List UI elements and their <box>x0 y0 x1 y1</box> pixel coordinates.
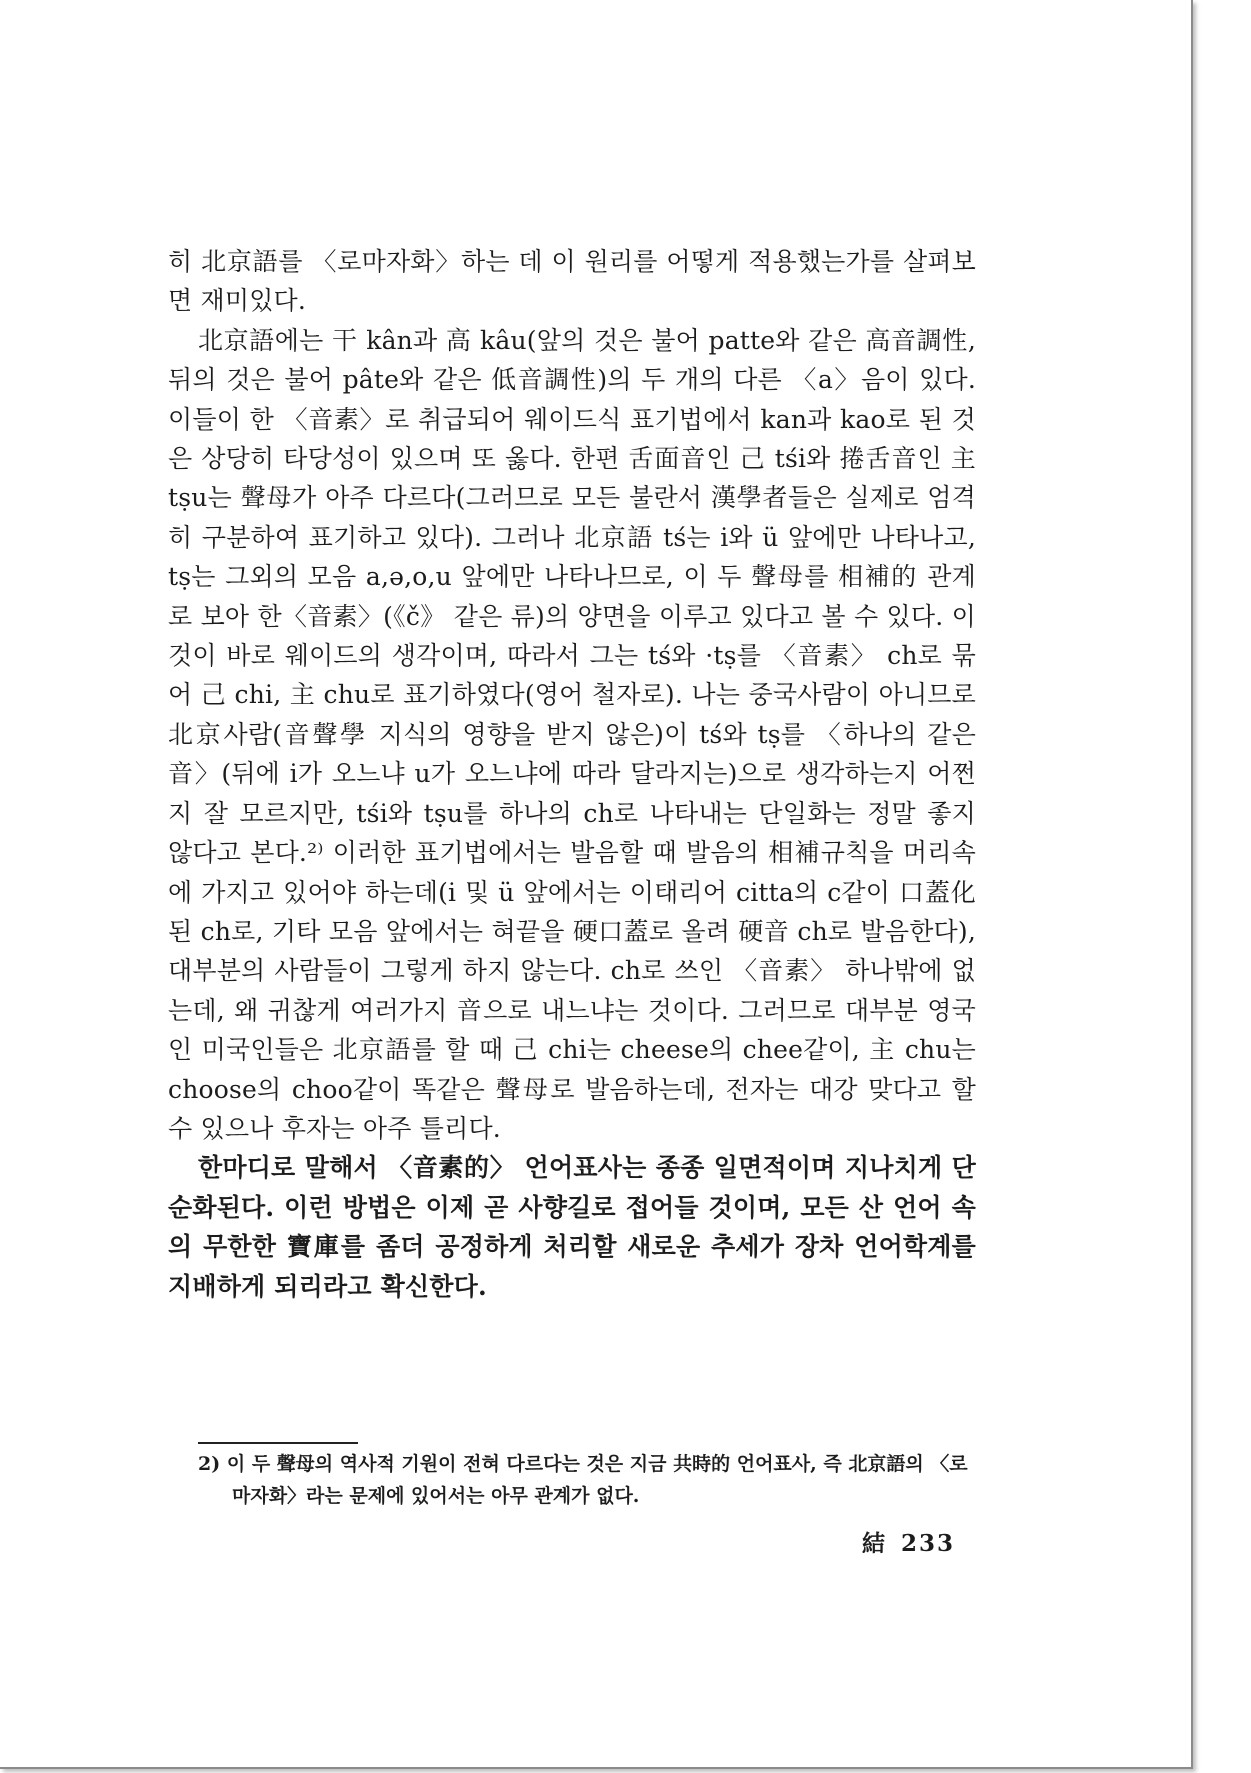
footnote-marker: 2) <box>198 1453 221 1475</box>
body-text <box>168 242 976 1306</box>
page-footer <box>862 1525 969 1558</box>
paragraph-conclusion: 한마디로 말해서 〈音素的〉 언어표사는 종종 일면적이며 지나치게 단순화된다. 이런 방법은 이제 곧 사향길로 접어들 것이며, 모든 산 언어 속의 무한한 寶庫를 좀더 공정하게 처리할 새로운 추세가 장차 언어학계를 지배하게 되리라고 확신한다. <box>168 1153 976 1301</box>
paragraph-main: 北京語에는 干 kân과 高 kâu(앞의 것은 불어 patte와 같은 高音調性, 뒤의 것은 불어 pâte와 같은 低音調性)의 두 개의 다른 〈a〉음이 있다. 이들이 한 〈音素〉로 취급되어 웨이드식 표기법에서 kan과 kao로 된 것은 상당히 타당성이 있으며 또 옳다. 한편 舌面音인 己 tśi와 捲舌音인 主 tṣu는 聲母가 아주 다르다(그러므로 모든 불란서 漢學者들은 실제로 엄격히 구분하여 표기하고 있다). 그러나 北京語 tś는 i와 ü 앞에만 나타나고, tṣ는 그외의 모음 a,ə,o,u 앞에만 나타나므로, 이 두 聲母를 相補的 관계로 보아 한〈音素〉(《č》 같은 류)의 양면을 이루고 있다고 볼 수 있다. 이것이 바로 웨이드의 생각이며, 따라서 그는 tś와 ·tṣ를 〈音素〉 ch로 묶어 己 chi, 主 chu로 표기하였다(영어 철자로). 나는 중국사람이 아니므로 北京사람(音聲學 지식의 영향을 받지 않은)이 tś와 tṣ를 〈하나의 같은 音〉(뒤에 i가 오느냐 u가 오느냐에 따라 달라지는)으로 생각하는지 어쩐지 잘 모르지만, tśi와 tṣu를 하나의 ch로 나타내는 단일화는 정말 좋지 않다고 본다.²⁾ 이러한 표기법에서는 발음할 때 발음의 相補규칙을 머리속에 가지고 있어야 하는데(i 및 ü 앞에서는 이태리어 citta의 c같이 口蓋化된 ch로, 기타 모음 앞에서는 혀끝을 硬口蓋로 올려 硬音 ch로 발음한다), 대부분의 사람들이 그렇게 하지 않는다. ch로 쓰인 〈音素〉 하나밖에 없는데, 왜 귀찮게 여러가지 音으로 내느냐는 것이다. 그러므로 대부분 영국인 미국인들은 北京語를 할 때 己 chi는 cheese의 chee같이, 主 chu는 choose의 choo같이 똑같은 聲母로 발음하는데, 전자는 대강 맞다고 할 수 있으나 후자는 아주 틀리다. <box>168 325 976 1143</box>
footnote-body <box>198 1448 974 1512</box>
paragraph-continuation: 히 北京語를 〈로마자화〉하는 데 이 원리를 어떻게 적용했는가를 살펴보면 재미있다. <box>168 247 976 316</box>
footnote-text: 이 두 聲母의 역사적 기원이 전혀 다르다는 것은 지금 共時的 언어표사, 즉 北京語의 〈로마자화〉라는 문제에 있어서는 아무 관계가 없다. <box>226 1453 968 1507</box>
section-label: 結 <box>862 1530 887 1557</box>
page-number: 233 <box>901 1530 956 1557</box>
footnote <box>198 1448 974 1512</box>
footnote-divider <box>198 1442 358 1444</box>
